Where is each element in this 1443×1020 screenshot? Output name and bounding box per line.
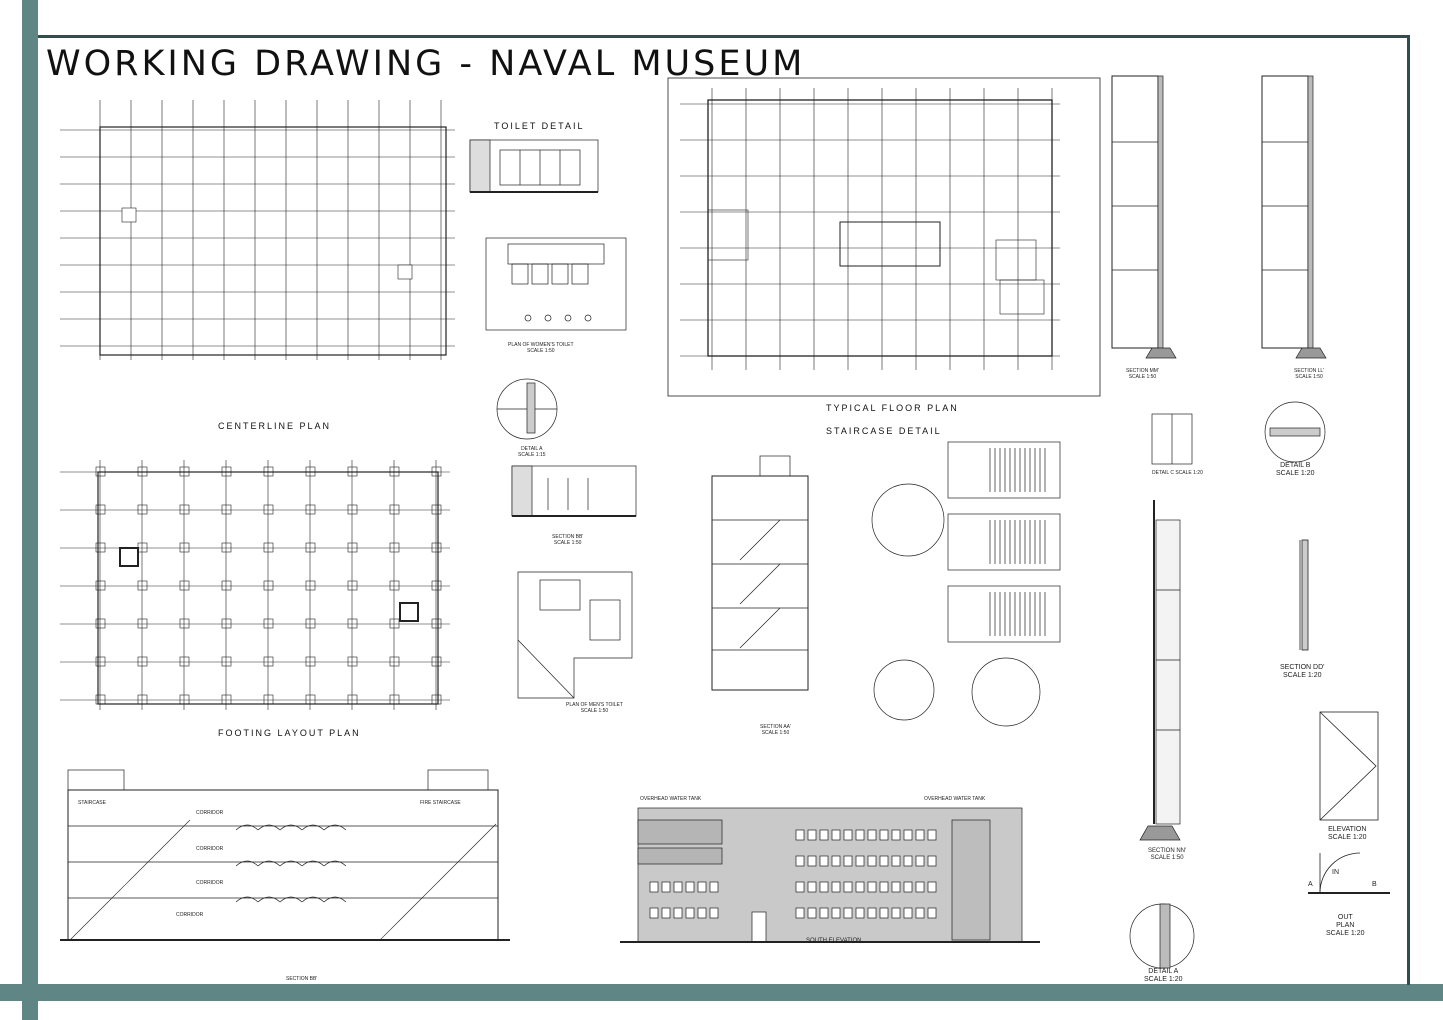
window — [916, 856, 924, 866]
detail-c — [1152, 414, 1192, 464]
window — [698, 908, 706, 918]
window — [686, 908, 694, 918]
window — [856, 908, 864, 918]
footing-layout-plan — [60, 460, 450, 710]
door-plan — [1308, 853, 1390, 893]
window — [844, 908, 852, 918]
window — [928, 830, 936, 840]
window — [868, 856, 876, 866]
window — [928, 908, 936, 918]
window — [904, 908, 912, 918]
footing-plan-label: FOOTING LAYOUT PLAN — [218, 728, 361, 738]
staircase-tag: STAIRCASE — [78, 800, 106, 806]
window — [880, 830, 888, 840]
footing-pad — [180, 619, 189, 628]
window — [808, 882, 816, 892]
window — [928, 856, 936, 866]
section-nn-caption — [1148, 848, 1186, 862]
staircase-detail-label: STAIRCASE DETAIL — [826, 426, 942, 436]
section-nn-scale: SCALE 1:50 — [1150, 855, 1184, 861]
plan-scale: SCALE 1:20 — [1326, 930, 1365, 937]
footing-pad — [180, 695, 189, 704]
detail-a-small-scale: SCALE 1:15 — [518, 452, 546, 458]
footing-pad — [390, 543, 399, 552]
corridor-tag-3: CORRIDOR — [196, 880, 224, 886]
centerline-plan — [60, 100, 455, 360]
womens-toilet-plan — [486, 238, 626, 330]
window — [820, 882, 828, 892]
section-bb-caption — [552, 534, 583, 546]
section-mm-scale: SCALE 1:50 — [1128, 374, 1157, 380]
corridor-tag-4: CORRIDOR — [176, 912, 204, 918]
footing-pad — [390, 657, 399, 666]
detail-a-small — [497, 379, 557, 439]
window — [904, 830, 912, 840]
section-dd-scale: SCALE 1:20 — [1282, 672, 1322, 679]
section-mm-name: SECTION MM' — [1126, 368, 1159, 374]
footing-pad — [96, 657, 105, 666]
window — [832, 830, 840, 840]
window — [796, 882, 804, 892]
window — [698, 882, 706, 892]
corridor-tag-1: CORRIDOR — [196, 810, 224, 816]
centerline-plan-label: CENTERLINE PLAN — [218, 421, 332, 431]
footing-pad — [348, 619, 357, 628]
window — [650, 882, 658, 892]
section-nn-name: SECTION NN' — [1148, 848, 1187, 854]
footing-pad — [306, 657, 315, 666]
corridor-tag-2: CORRIDOR — [196, 846, 224, 852]
door-point-a: A — [1308, 881, 1313, 888]
window — [856, 830, 864, 840]
mens-toilet-plan — [518, 572, 632, 698]
window — [796, 856, 804, 866]
section-dd — [1300, 540, 1308, 650]
fire-staircase-tag: FIRE STAIRCASE — [420, 800, 461, 806]
footing-pad — [348, 505, 357, 514]
detail-a-small-caption — [518, 446, 546, 458]
footing-pad — [264, 581, 273, 590]
section-ll-name: SECTION LL' — [1294, 368, 1325, 374]
window — [820, 908, 828, 918]
window — [868, 908, 876, 918]
footing-pad — [180, 505, 189, 514]
toilet-detail-label: TOILET DETAIL — [494, 121, 585, 131]
section-ll-caption — [1294, 368, 1324, 380]
footing-pad — [432, 505, 441, 514]
footing-pad — [96, 619, 105, 628]
footing-pad — [264, 543, 273, 552]
elevation-name: ELEVATION — [1328, 826, 1367, 833]
window — [868, 830, 876, 840]
section-dd-caption — [1280, 664, 1325, 680]
footing-pad — [96, 505, 105, 514]
detail-a-name: DETAIL A — [1148, 968, 1179, 975]
window — [832, 908, 840, 918]
detail-a-caption — [1144, 968, 1183, 984]
footing-pad — [96, 695, 105, 704]
window — [880, 908, 888, 918]
footing-pad — [348, 543, 357, 552]
footing-pad — [138, 657, 147, 666]
window — [686, 882, 694, 892]
footing-pad — [390, 619, 399, 628]
toilet-section-bb — [512, 466, 636, 516]
window — [674, 882, 682, 892]
detail-c-caption — [1152, 470, 1203, 476]
footing-pad — [348, 581, 357, 590]
footing-pad — [306, 543, 315, 552]
mens-toilet-caption — [566, 702, 623, 714]
footing-pad — [390, 581, 399, 590]
section-aa-name: SECTION AA' — [760, 724, 791, 730]
sheet-title: WORKING DRAWING - NAVAL MUSEUM — [46, 44, 806, 84]
window — [832, 882, 840, 892]
window — [916, 882, 924, 892]
window — [844, 830, 852, 840]
window — [710, 908, 718, 918]
footing-pad — [348, 657, 357, 666]
footing-pad — [432, 619, 441, 628]
window — [808, 830, 816, 840]
detail-a-bottom — [1130, 904, 1194, 968]
plan-caption — [1326, 914, 1365, 938]
window — [808, 856, 816, 866]
window — [880, 856, 888, 866]
section-aa-caption — [760, 724, 791, 736]
section-ll — [1262, 76, 1326, 358]
footing-pad — [138, 581, 147, 590]
footing-pad — [180, 657, 189, 666]
typical-floor-plan — [668, 78, 1100, 396]
elevation-caption — [1328, 826, 1367, 842]
section-ll-scale: SCALE 1:50 — [1295, 374, 1323, 380]
door-elevation — [1320, 712, 1378, 820]
footing-pad — [306, 695, 315, 704]
door-in-label: IN — [1332, 869, 1339, 876]
window — [844, 856, 852, 866]
section-bb-name: SECTION BB' — [552, 534, 584, 540]
womens-toilet-caption — [508, 342, 574, 354]
detail-b — [1265, 402, 1325, 462]
footing-pad — [264, 657, 273, 666]
window — [892, 856, 900, 866]
footing-pad — [96, 543, 105, 552]
window — [662, 908, 670, 918]
footing-pad — [222, 657, 231, 666]
window — [916, 908, 924, 918]
footing-pad — [432, 543, 441, 552]
footing-pad — [432, 657, 441, 666]
footing-pad — [180, 581, 189, 590]
footing-pad — [222, 619, 231, 628]
window — [710, 882, 718, 892]
footing-pad — [138, 543, 147, 552]
window — [796, 908, 804, 918]
footing-pad — [138, 619, 147, 628]
window — [650, 908, 658, 918]
staircase-plans — [872, 442, 1060, 726]
window — [808, 908, 816, 918]
window — [916, 830, 924, 840]
footing-pad — [348, 695, 357, 704]
window — [880, 882, 888, 892]
detail-b-caption — [1276, 462, 1315, 478]
door-point-b: B — [1372, 881, 1377, 888]
section-bb-bottom-caption: SECTION BB' — [286, 976, 318, 982]
footing-pad — [222, 581, 231, 590]
south-elevation — [620, 808, 1040, 942]
detail-c-name: DETAIL C — [1152, 470, 1174, 476]
toilet-section-aa — [470, 140, 598, 192]
detail-b-scale: SCALE 1:20 — [1276, 470, 1315, 477]
footing-pad — [306, 619, 315, 628]
mens-toilet-name: PLAN OF MEN'S TOILET — [566, 702, 623, 708]
footing-pad — [180, 543, 189, 552]
womens-toilet-scale: SCALE 1:50 — [526, 348, 555, 354]
footing-pad — [390, 505, 399, 514]
detail-c-scale: SCALE 1:20 — [1175, 470, 1203, 476]
window — [856, 882, 864, 892]
window — [904, 856, 912, 866]
typical-floor-plan-label: TYPICAL FLOOR PLAN — [826, 403, 959, 413]
footing-pad — [138, 505, 147, 514]
footing-pad — [264, 619, 273, 628]
window — [674, 908, 682, 918]
womens-toilet-name: PLAN OF WOMEN'S TOILET — [508, 342, 574, 348]
window — [892, 830, 900, 840]
window — [868, 882, 876, 892]
window — [820, 830, 828, 840]
overhead-tank-label-left: OVERHEAD WATER TANK — [640, 796, 702, 802]
section-bb-scale: SCALE 1:50 — [553, 540, 582, 546]
footing-pad — [96, 581, 105, 590]
footing-pad — [306, 505, 315, 514]
footing-pad — [222, 505, 231, 514]
staircase-section-aa — [712, 456, 808, 690]
elevation-scale: SCALE 1:20 — [1328, 834, 1367, 841]
window — [928, 882, 936, 892]
footing-pad — [264, 505, 273, 514]
detail-a-small-name: DETAIL A — [521, 446, 543, 452]
footing-pad — [222, 543, 231, 552]
window — [832, 856, 840, 866]
window — [662, 882, 670, 892]
out-label: OUT — [1337, 914, 1353, 921]
section-mm — [1112, 76, 1176, 358]
section-dd-name: SECTION DD' — [1280, 664, 1325, 671]
footing-pad — [432, 581, 441, 590]
window — [820, 856, 828, 866]
window — [856, 856, 864, 866]
building-section-bb — [60, 770, 510, 940]
plan-name: PLAN — [1336, 922, 1355, 929]
footing-pad — [390, 695, 399, 704]
footing-pad — [138, 695, 147, 704]
window — [844, 882, 852, 892]
detail-a-scale: SCALE 1:20 — [1144, 976, 1183, 983]
footing-pad — [432, 695, 441, 704]
footing-pad — [264, 695, 273, 704]
window — [904, 882, 912, 892]
window — [892, 908, 900, 918]
south-elevation-caption: SOUTH ELEVATION — [806, 938, 862, 944]
overhead-tank-label-right: OVERHEAD WATER TANK — [924, 796, 986, 802]
footing-pad — [306, 581, 315, 590]
section-aa-scale: SCALE 1:50 — [761, 730, 790, 736]
window — [892, 882, 900, 892]
section-mm-caption — [1126, 368, 1159, 380]
window — [796, 830, 804, 840]
footing-pad — [222, 695, 231, 704]
detail-b-name: DETAIL B — [1280, 462, 1311, 469]
mens-toilet-scale: SCALE 1:50 — [580, 708, 609, 714]
section-nn — [1140, 500, 1180, 840]
